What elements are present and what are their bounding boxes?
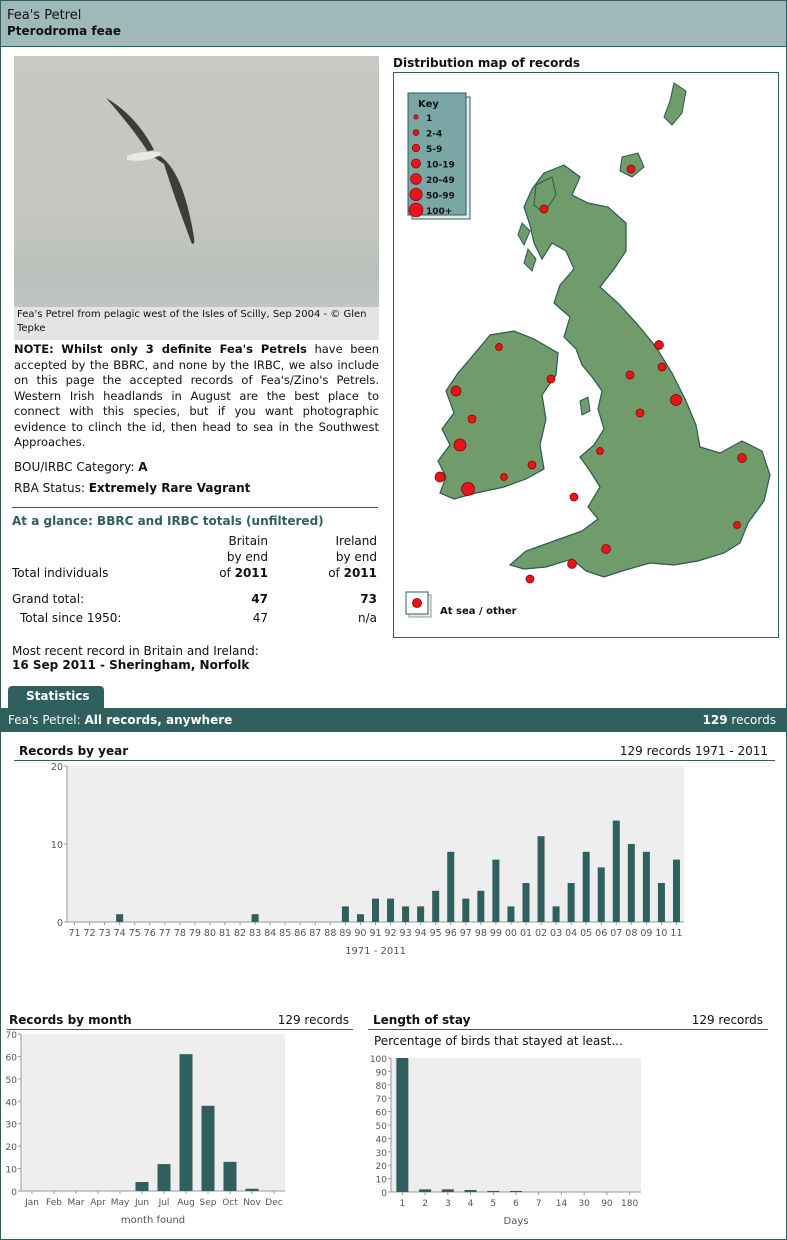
x-tick-label: 7	[535, 1199, 542, 1209]
bar[interactable]	[583, 852, 590, 922]
category-value: A	[138, 460, 148, 474]
at-sea-label: At sea / other	[440, 606, 517, 617]
bar[interactable]	[342, 906, 349, 922]
divider	[7, 1029, 353, 1030]
x-tick-label: 94	[414, 928, 427, 939]
length-of-stay-subtitle: 129 records	[691, 1013, 763, 1027]
ireland-header-sub: by end	[335, 550, 377, 564]
record-dot[interactable]	[468, 415, 476, 423]
length-of-stay-caption: Percentage of birds that stayed at least...	[374, 1034, 623, 1048]
since-1950-label: Total since 1950:	[20, 611, 122, 625]
glance-title: At a glance: BBRC and IRBC totals (unfiltered)	[12, 514, 324, 528]
table-header-row	[12, 550, 380, 566]
x-tick-label: 83	[249, 928, 262, 939]
y-tick-label: 60	[375, 1108, 387, 1119]
bar[interactable]	[598, 867, 605, 922]
x-tick-label: 93	[399, 928, 412, 939]
records-by-year-title: Records by year	[19, 744, 129, 758]
record-dot[interactable]	[462, 483, 475, 496]
petrel-silhouette	[106, 98, 194, 244]
bar[interactable]	[465, 1190, 477, 1192]
x-tick-label: 97	[459, 928, 472, 939]
x-tick-label: 81	[218, 928, 232, 939]
x-axis-label: 1971 - 2011	[345, 946, 406, 957]
y-tick-label: 30	[5, 1120, 17, 1131]
species-photo[interactable]	[14, 56, 379, 307]
key-label: 2-4	[426, 129, 443, 140]
recent-record	[12, 658, 249, 672]
bar[interactable]	[477, 891, 484, 922]
length-of-stay-chart	[361, 1051, 639, 1233]
since-1950-ireland: n/a	[357, 611, 377, 625]
table-row	[12, 611, 380, 627]
x-tick-label: 06	[595, 928, 608, 939]
x-tick-label: 99	[489, 928, 502, 939]
y-tick-label: 20	[5, 1143, 17, 1154]
bar[interactable]	[492, 860, 499, 922]
ireland-header: Ireland	[335, 534, 377, 548]
bar[interactable]	[419, 1189, 431, 1192]
x-tick-label: Aug	[177, 1198, 195, 1208]
record-dot[interactable]	[454, 439, 466, 451]
stats-filter: All records, anywhere	[84, 713, 233, 727]
y-tick-label: 60	[5, 1053, 17, 1064]
table-header-row	[12, 566, 380, 582]
record-dot[interactable]	[636, 409, 644, 417]
records-by-year-chart	[11, 761, 781, 966]
bar[interactable]	[628, 844, 635, 922]
note-label: NOTE:	[14, 342, 54, 356]
since-1950-britain: 47	[252, 611, 268, 625]
length-of-stay-title: Length of stay	[373, 1013, 471, 1027]
bar[interactable]	[202, 1106, 215, 1191]
isle-of-man	[580, 397, 590, 415]
bar[interactable]	[180, 1054, 193, 1191]
ireland-year-value: 2011	[343, 566, 377, 580]
bar[interactable]	[442, 1189, 454, 1192]
x-tick-label: 180	[621, 1199, 639, 1209]
x-tick-label: Dec	[265, 1198, 283, 1208]
y-tick-label: 50	[375, 1122, 387, 1132]
table-header-row	[12, 534, 380, 550]
bar[interactable]	[116, 914, 123, 922]
record-dot[interactable]	[658, 363, 666, 371]
record-dot[interactable]	[570, 493, 578, 501]
common-name: Fea's Petrel	[7, 8, 82, 23]
x-tick-label: Nov	[243, 1198, 261, 1208]
at-sea-key	[406, 592, 517, 617]
britain-header: Britain	[228, 534, 268, 548]
bar[interactable]	[522, 883, 529, 922]
records-by-month-chart	[1, 1031, 361, 1231]
total-individuals-label: Total individuals	[12, 566, 109, 580]
record-dot[interactable]	[526, 575, 534, 583]
bar[interactable]	[372, 899, 379, 922]
key-dot	[409, 203, 423, 217]
y-tick-label: 100	[369, 1055, 387, 1065]
x-tick-label: 98	[474, 928, 487, 939]
x-tick-label: Apr	[90, 1198, 106, 1208]
x-axis-label: month found	[120, 1215, 186, 1226]
record-dot[interactable]	[501, 474, 508, 481]
grand-total-britain: 47	[251, 592, 268, 606]
record-dot[interactable]	[738, 454, 747, 463]
key-label: 10-19	[426, 160, 455, 171]
petrel-photo-image	[14, 56, 379, 307]
x-tick-label: 1	[399, 1199, 406, 1209]
key-label: 1	[426, 114, 433, 124]
bar[interactable]	[246, 1189, 259, 1191]
bar[interactable]	[417, 906, 424, 922]
key-title: Key	[418, 99, 439, 110]
bar[interactable]	[462, 899, 469, 922]
x-tick-label: 6	[513, 1199, 519, 1209]
record-dot[interactable]	[540, 205, 548, 213]
note-text: have been accepted by the BBRC, and none by the IRBC, we also include on this page the accepted records of Fea's/Zino's Petrels. Western Irish headlands in August are the best place to connect with this species, but if you want photographic evidence to clinch the id, then head to sea in the Southwest Approaches.	[14, 342, 379, 449]
records-by-month-title: Records by month	[9, 1013, 132, 1027]
x-tick-label: Mar	[67, 1198, 85, 1208]
record-dot[interactable]	[451, 386, 461, 396]
y-tick-label: 90	[375, 1068, 387, 1079]
x-tick-label: 05	[580, 928, 593, 939]
record-dot[interactable]	[597, 448, 604, 455]
bar[interactable]	[510, 1191, 522, 1192]
key-dot	[411, 174, 422, 185]
key-dot	[412, 144, 420, 152]
y-tick-label: 30	[375, 1148, 387, 1159]
plot-area	[67, 766, 684, 922]
x-tick-label: 87	[309, 928, 322, 939]
x-tick-label: Oct	[222, 1198, 238, 1208]
x-tick-label: Sep	[199, 1198, 217, 1208]
key-label: 20-49	[426, 176, 455, 186]
y-tick-label: 10	[50, 840, 63, 851]
x-tick-label: 84	[264, 928, 277, 939]
bar[interactable]	[432, 891, 439, 922]
record-dot[interactable]	[568, 560, 577, 569]
divider	[368, 1029, 768, 1030]
x-tick-label: 2	[422, 1199, 428, 1209]
y-tick-label: 20	[50, 762, 63, 773]
grand-total-label: Grand total:	[12, 592, 85, 606]
bar[interactable]	[252, 914, 259, 922]
x-tick-label: Feb	[46, 1198, 62, 1208]
bar[interactable]	[136, 1182, 149, 1191]
x-tick-label: 74	[113, 928, 126, 939]
rba-label: RBA Status:	[14, 481, 85, 495]
y-tick-label: 70	[5, 1031, 17, 1041]
map-svg	[394, 73, 780, 639]
y-tick-label: 50	[5, 1075, 17, 1086]
bar[interactable]	[553, 906, 560, 922]
britain-header-sub: by end	[226, 550, 268, 564]
y-tick-label: 20	[375, 1162, 387, 1173]
y-tick-label: 70	[375, 1095, 387, 1106]
x-tick-label: 82	[234, 928, 247, 939]
bar[interactable]	[447, 852, 454, 922]
y-tick-label: 10	[375, 1175, 387, 1186]
bar[interactable]	[643, 852, 650, 922]
x-tick-label: 02	[534, 928, 548, 939]
x-tick-label: 89	[339, 928, 352, 939]
divider	[12, 507, 378, 508]
x-tick-label: 3	[444, 1199, 451, 1209]
species-note	[14, 342, 379, 451]
x-tick-label: Jul	[158, 1198, 170, 1208]
x-tick-label: 90	[354, 928, 367, 939]
x-tick-label: 09	[640, 928, 653, 939]
y-tick-label: 80	[375, 1081, 387, 1092]
x-tick-label: 10	[655, 928, 668, 939]
stats-total-suffix: records	[731, 713, 776, 727]
tab-statistics[interactable]: Statistics	[8, 686, 104, 708]
y-tick-label: 0	[381, 1189, 387, 1199]
x-tick-label: 04	[565, 928, 578, 939]
y-tick-label: 0	[11, 1188, 17, 1198]
record-dot[interactable]	[734, 522, 741, 529]
record-dot[interactable]	[671, 395, 682, 406]
record-dot[interactable]	[655, 341, 664, 350]
x-tick-label: 95	[429, 928, 442, 939]
bar[interactable]	[396, 1058, 408, 1192]
record-dot[interactable]	[602, 545, 611, 554]
x-tick-label: 00	[504, 928, 517, 939]
britain-year	[219, 566, 268, 580]
recent-record-place: - Sheringham, Norfolk	[95, 658, 250, 672]
x-tick-label: 71	[68, 928, 81, 939]
x-tick-label: 92	[384, 928, 397, 939]
x-tick-label: 77	[158, 928, 171, 939]
x-tick-label: 78	[173, 928, 186, 939]
x-tick-label: 14	[555, 1199, 568, 1209]
stats-total-value: 129	[702, 713, 728, 727]
bar[interactable]	[538, 836, 545, 922]
x-axis-label: Days	[503, 1216, 529, 1227]
plot-area	[21, 1034, 285, 1191]
plot-area	[391, 1058, 641, 1192]
key-dot	[410, 188, 422, 200]
x-tick-label: 96	[444, 928, 457, 939]
x-tick-label: 11	[670, 928, 683, 939]
x-tick-label: 30	[578, 1199, 590, 1209]
britain-of: of	[219, 566, 231, 580]
statistics-bar	[1, 708, 786, 732]
x-tick-label: 85	[279, 928, 292, 939]
rba-value: Extremely Rare Vagrant	[88, 481, 251, 495]
y-tick-label: 40	[5, 1098, 17, 1109]
distribution-map[interactable]	[393, 72, 779, 638]
key-dot	[414, 115, 418, 119]
records-by-month-subtitle: 129 records	[277, 1013, 349, 1027]
bar[interactable]	[402, 906, 409, 922]
key-label: 5-9	[426, 145, 443, 155]
key-dot	[411, 159, 420, 168]
x-tick-label: 75	[128, 928, 141, 939]
recent-record-label: Most recent record in Britain and Ireland:	[12, 644, 259, 658]
x-tick-label: 86	[294, 928, 307, 939]
y-tick-label: 0	[56, 918, 63, 929]
bar[interactable]	[487, 1191, 499, 1192]
x-tick-label: 08	[625, 928, 638, 939]
bar[interactable]	[658, 883, 665, 922]
key-label: 50-99	[426, 191, 455, 202]
table-row	[12, 592, 380, 608]
category-label: BOU/IRBC Category:	[14, 460, 135, 474]
record-dot[interactable]	[627, 165, 635, 173]
bar[interactable]	[357, 914, 364, 922]
x-tick-label: 91	[369, 928, 382, 939]
totals-table	[12, 534, 380, 627]
bar[interactable]	[507, 906, 514, 922]
map-key	[408, 93, 470, 219]
rba-line	[14, 481, 250, 495]
x-tick-label: 01	[519, 928, 533, 939]
x-tick-label: 07	[610, 928, 623, 939]
x-tick-label: 4	[467, 1199, 474, 1209]
stats-species: Fea's Petrel:	[8, 713, 81, 727]
x-tick-label: 5	[490, 1199, 497, 1209]
records-by-year-subtitle: 129 records 1971 - 2011	[619, 744, 768, 758]
x-tick-label: 90	[601, 1199, 613, 1209]
bar[interactable]	[568, 883, 575, 922]
x-tick-label: 76	[143, 928, 156, 939]
x-tick-label: 73	[98, 928, 111, 939]
scientific-name: Pterodroma feae	[7, 24, 121, 38]
x-tick-label: 79	[188, 928, 201, 939]
record-dot[interactable]	[528, 461, 536, 469]
shetland-islands	[664, 83, 686, 125]
petrel-belly	[127, 152, 162, 161]
recent-record-date: 16 Sep 2011	[12, 658, 96, 672]
grand-total-ireland: 73	[360, 592, 377, 606]
record-dot[interactable]	[435, 472, 445, 482]
photo-caption: Fea's Petrel from pelagic west of the Isles of Scilly, Sep 2004 - © Glen Tepke	[14, 307, 379, 340]
record-dot[interactable]	[496, 344, 503, 351]
x-tick-label: 88	[324, 928, 337, 939]
species-header	[1, 1, 786, 47]
y-tick-label: 40	[375, 1135, 387, 1146]
record-dot[interactable]	[547, 375, 555, 383]
key-dot	[413, 130, 419, 136]
note-bold: Whilst only 3 definite Fea's Petrels	[61, 342, 307, 356]
ireland-year	[328, 566, 377, 580]
record-dot[interactable]	[626, 371, 634, 379]
x-tick-label: 80	[203, 928, 217, 939]
bar[interactable]	[224, 1162, 237, 1191]
ireland-landmass	[438, 331, 558, 499]
ireland-of: of	[328, 566, 340, 580]
category-line	[14, 460, 148, 474]
x-tick-label: 72	[83, 928, 96, 939]
britain-year-value: 2011	[234, 566, 268, 580]
stats-total	[703, 713, 776, 727]
x-tick-label: 03	[550, 928, 563, 939]
key-label: 100+	[426, 207, 453, 217]
x-tick-label: Jun	[134, 1198, 150, 1208]
map-title: Distribution map of records	[393, 56, 581, 70]
bar[interactable]	[613, 821, 620, 922]
bar[interactable]	[673, 860, 680, 922]
x-tick-label: May	[110, 1198, 130, 1208]
bar[interactable]	[387, 899, 394, 922]
x-tick-label: Jan	[25, 1198, 39, 1208]
bar[interactable]	[158, 1164, 171, 1191]
y-tick-label: 10	[5, 1165, 17, 1176]
